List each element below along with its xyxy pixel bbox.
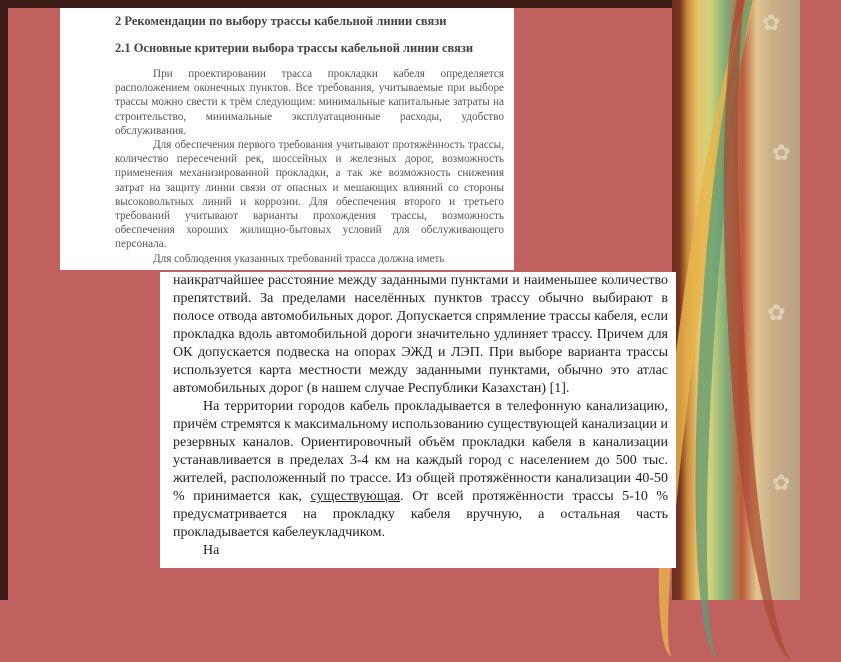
paragraph: При проектировании трасса прокладки кабеля определяется расположением оконечных пунктов. Все требования, учитываемые при выборе трассы можно свести к трём следующим: минимальные капитальные затраты на строительство, минимальные эксплуатационные расходы, удобство обслуживания. [115,68,504,137]
document-page-bottom [160,272,676,568]
underlined-word: существующая [310,489,401,504]
decorative-side-panel [672,0,800,600]
document-page-top [60,8,514,270]
paragraph-text: На территории городов кабель прокладывается в телефонную канализацию, причём стремятся к максимальному использованию существующей канализации и резервных каналов. Ориентировочный объём прокладки кабеля в канализации устанавливается в пределах 3-4 км на каждый город с населением до 500 тыс. жителей, расположенный по трассе. Из общей протяжённости канализации 40-50 % принимается как, [173,399,668,504]
cut-off-line: На [203,543,220,558]
flower-icon: ✿ [772,140,791,165]
section-heading: 2 Рекомендации по выбору трассы кабельной линии связи [115,14,447,28]
slide-left-border [0,0,8,600]
paragraph [173,398,668,542]
flower-icon: ✿ [767,300,786,325]
paragraph: Для обеспечения первого требования учитывают протяжённость трассы, количество пересечений рек, шоссейных и железных дорог, возможность применения механизированной прокладки, а так же возможность снижения затрат на защиту линии связи от опасных и мешающих влияний со стороны высоковольтных линий и коррозии. Для обеспечения второго и третьего требований учитывают варианты прохождения трассы, возможность обеспечения хороших жилищно-бытовых условий для обслуживающего персонала. [115,139,504,251]
paragraph: Для соблюдения указанных требований трасса должна иметь [153,252,445,265]
paragraph: наикратчайшее расстояние между заданными пунктами и наименьшее количество препятствий. За пределами населённых пунктов трассу обычно выбирают в полосе отвода автомобильных дорог. Допускается спрямление трассы кабеля, если прокладка вдоль автомобильной дороги значительно удлиняет трассу. Причем для ОК допускается подвеска на опорах ЭЖД и ЛЭП. При выборе варианта трассы используется карта местности между заданными пунктами, обычно это атлас автомобильных дорог (в нашем случае Республики Казахстан) [1]. [173,273,668,396]
flower-icon: ✿ [762,10,781,35]
subsection-heading: 2.1 Основные критерии выбора трассы кабельной линии связи [115,41,474,55]
paragraph-text: . От всей протяжённости трассы 5-10 % предусматривается на прокладку кабеля вручную, а остальная часть прокладывается кабелеукладчиком. [173,489,669,540]
flower-icon: ✿ [772,470,791,495]
